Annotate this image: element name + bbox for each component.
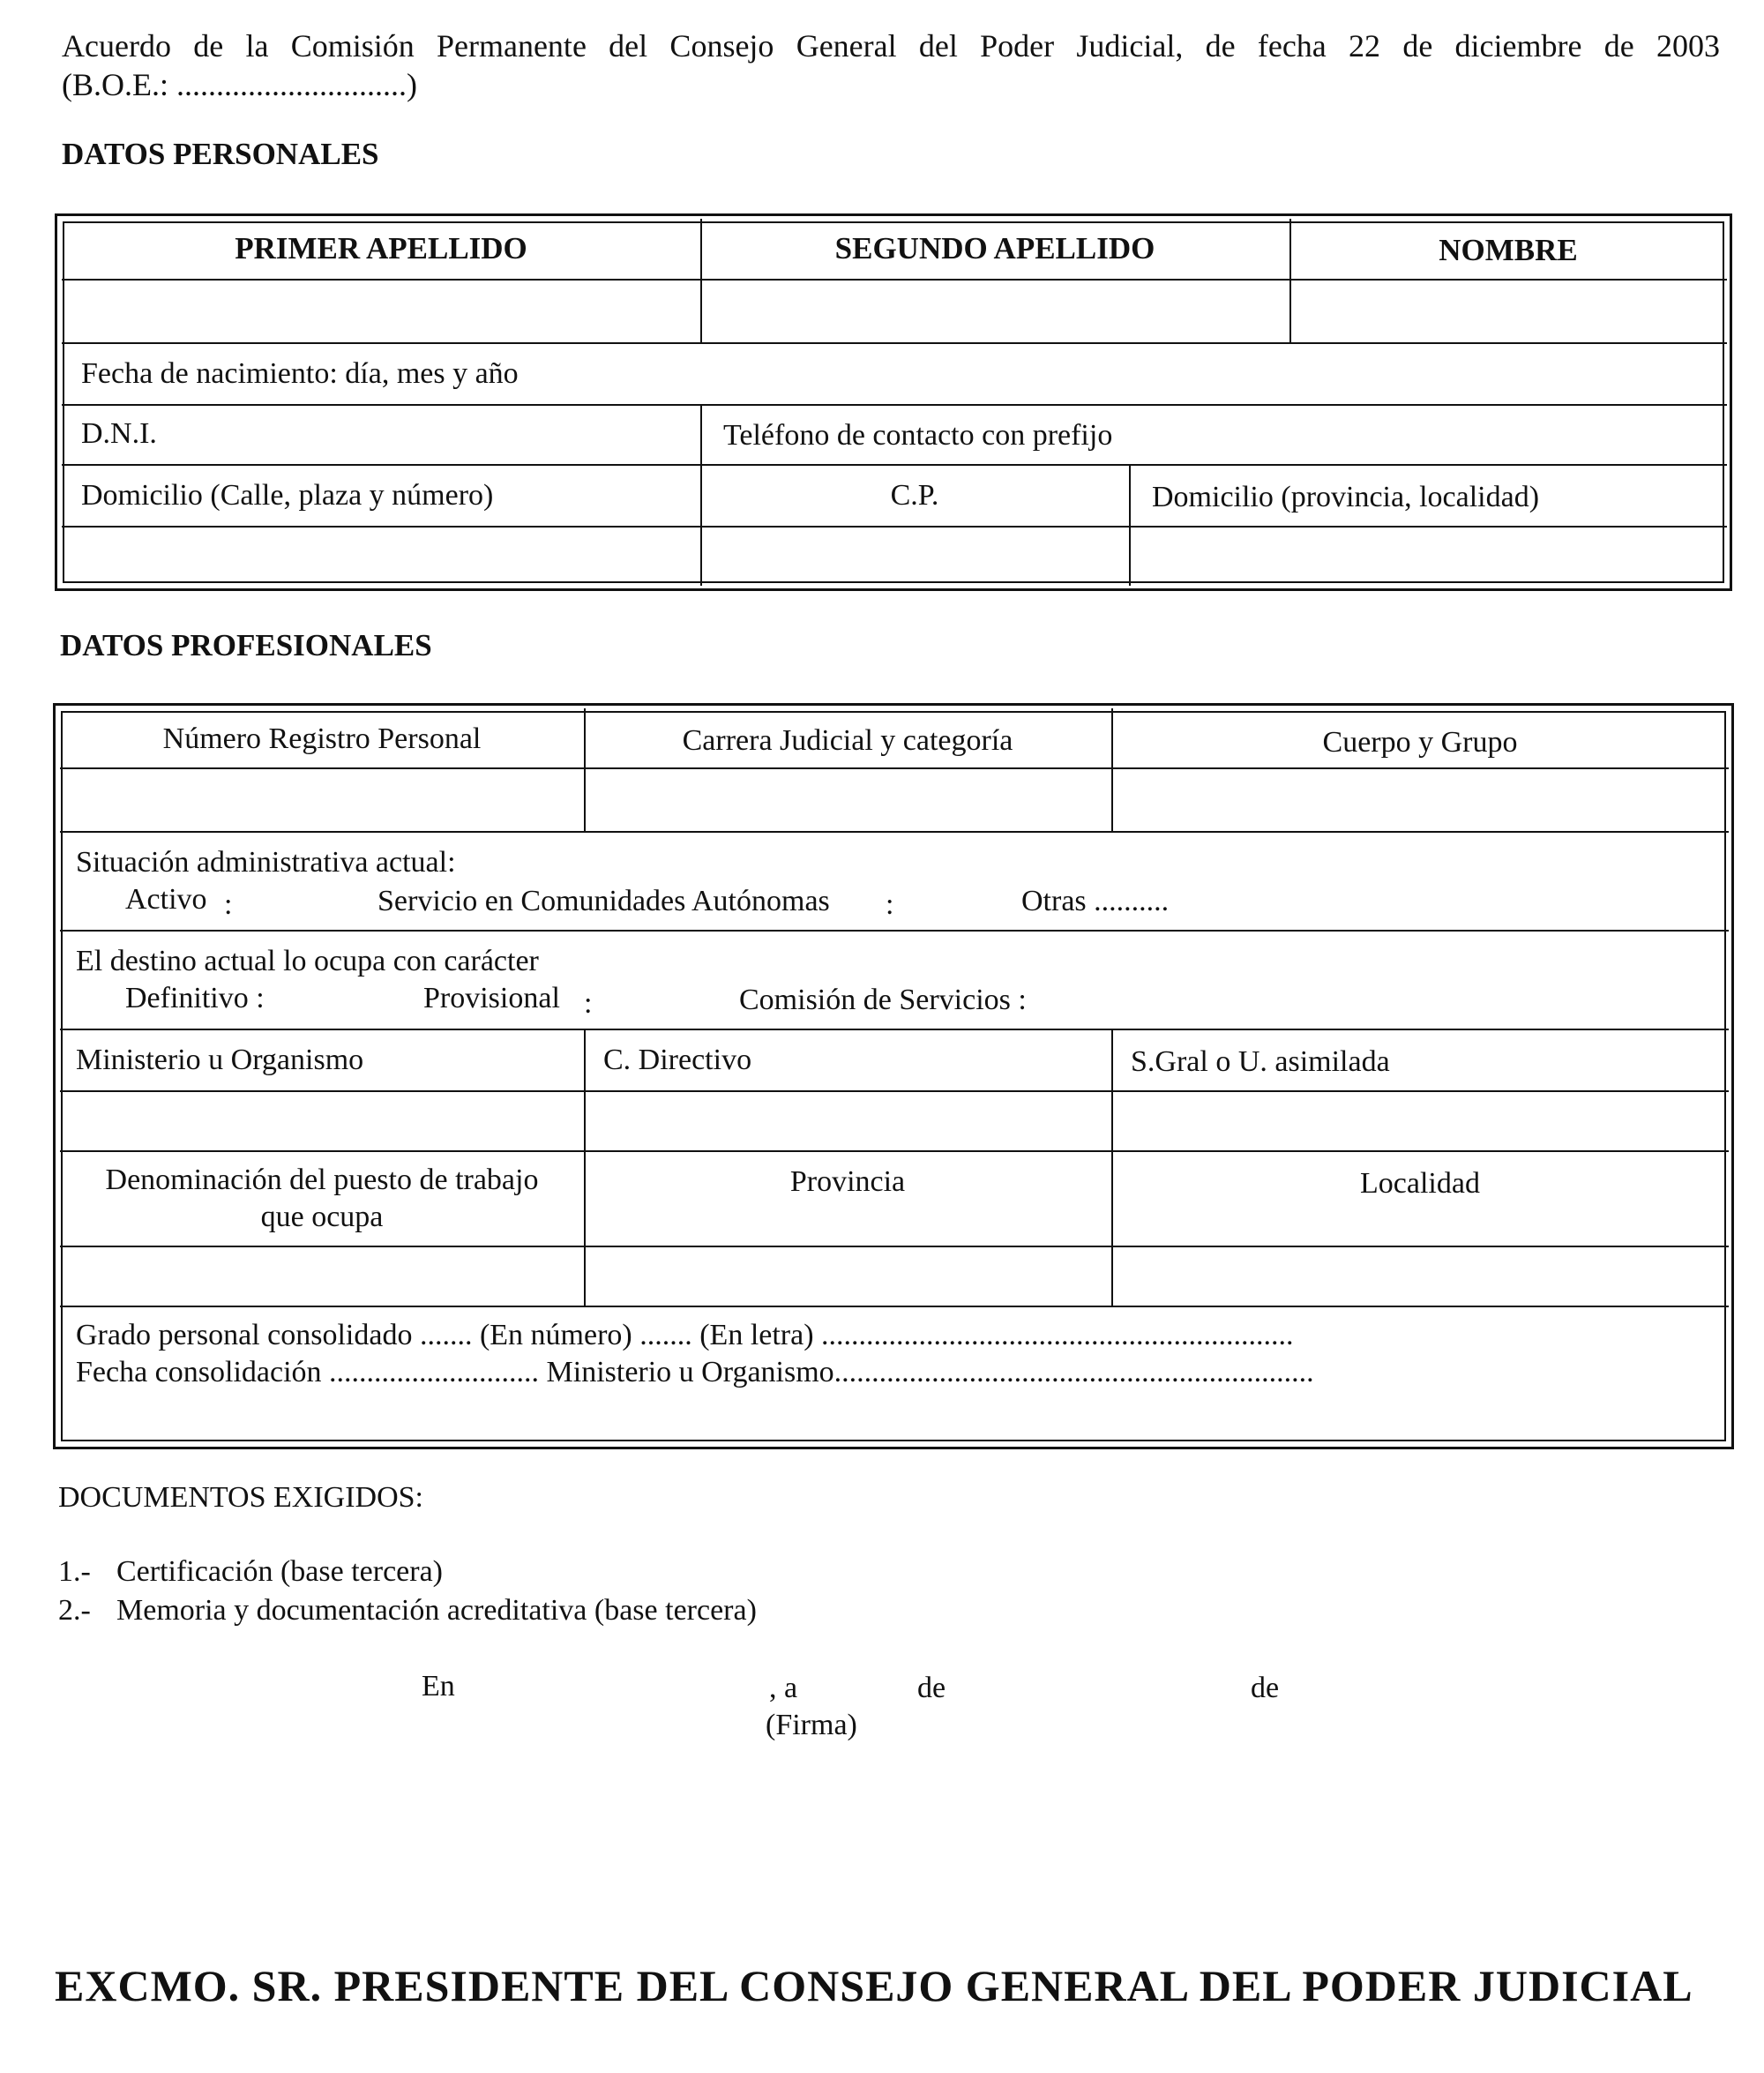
label-telefono: Teléfono de contacto con prefijo — [723, 419, 1113, 452]
label-provincia: Provincia — [789, 1165, 906, 1198]
label-activo: Activo — [125, 883, 207, 916]
activo-colon: : — [224, 888, 233, 921]
header-segundo-apellido: SEGUNDO APELLIDO — [834, 231, 1155, 266]
label-cp: C.P. — [890, 479, 939, 512]
label-fecha-nacimiento: Fecha de nacimiento: día, mes y año — [81, 357, 519, 390]
intro-line-1: Acuerdo de la Comisión Permanente del Consejo General del Poder Judicial, de fecha 22 de diciembre de 2003 — [62, 28, 1720, 64]
label-fecha-consolidacion: Fecha consolidación ............................ Ministerio u Organismo................................................................ — [76, 1356, 1314, 1388]
personal-section-title: DATOS PERSONALES — [62, 137, 379, 171]
signature-de-1: de — [917, 1672, 946, 1704]
header-carrera-judicial: Carrera Judicial y categoría — [682, 724, 1013, 757]
servicio-colon: : — [886, 888, 894, 921]
label-puesto-line1: Denominación del puesto de trabajo — [105, 1164, 539, 1196]
label-puesto-line2: que ocupa — [260, 1201, 384, 1233]
label-c-directivo: C. Directivo — [603, 1044, 752, 1076]
label-domicilio: Domicilio (Calle, plaza y número) — [81, 479, 494, 512]
label-ministerio: Ministerio u Organismo — [76, 1044, 364, 1076]
label-dni: D.N.I. — [81, 417, 157, 450]
label-situacion: Situación administrativa actual: — [76, 846, 456, 879]
intro-line-2: (B.O.E.: .............................) — [62, 67, 417, 102]
label-domicilio-provincia: Domicilio (provincia, localidad) — [1152, 481, 1540, 513]
label-destino: El destino actual lo ocupa con carácter — [76, 945, 539, 977]
signature-a: , a — [769, 1672, 798, 1704]
label-definitivo: Definitivo : — [125, 982, 265, 1014]
header-nombre: NOMBRE — [1439, 233, 1578, 267]
documents-title: DOCUMENTOS EXIGIDOS: — [58, 1481, 423, 1514]
document-item-2-text: Memoria y documentación acreditativa (base tercera) — [116, 1594, 757, 1627]
label-servicio-comunidades: Servicio en Comunidades Autónomas — [377, 885, 830, 917]
label-localidad: Localidad — [1360, 1167, 1480, 1200]
provisional-colon: : — [584, 987, 593, 1020]
label-sgral: S.Gral o U. asimilada — [1131, 1045, 1390, 1078]
header-numero-registro: Número Registro Personal — [162, 722, 482, 755]
footer-addressee: EXCMO. SR. PRESIDENTE DEL CONSEJO GENERAL DEL PODER JUDICIAL — [55, 1961, 1693, 2010]
personal-data-table — [55, 213, 1732, 591]
header-cuerpo-grupo: Cuerpo y Grupo — [1322, 726, 1518, 759]
label-grado-personal: Grado personal consolidado ....... (En número) ....... (En letra) ............................................................... — [76, 1319, 1294, 1351]
signature-en: En — [422, 1670, 455, 1703]
label-otras: Otras .......... — [1021, 885, 1170, 917]
signature-de-2: de — [1251, 1672, 1280, 1704]
header-primer-apellido: PRIMER APELLIDO — [235, 231, 527, 266]
document-item-2-num: 2.- — [58, 1594, 91, 1627]
professional-section-title: DATOS PROFESIONALES — [60, 628, 432, 662]
signature-firma: (Firma) — [766, 1709, 857, 1741]
label-comision-servicios: Comisión de Servicios : — [739, 984, 1027, 1016]
document-item-1-text: Certificación (base tercera) — [116, 1555, 443, 1588]
document-item-1-num: 1.- — [58, 1555, 91, 1588]
label-provisional: Provisional — [423, 982, 560, 1014]
